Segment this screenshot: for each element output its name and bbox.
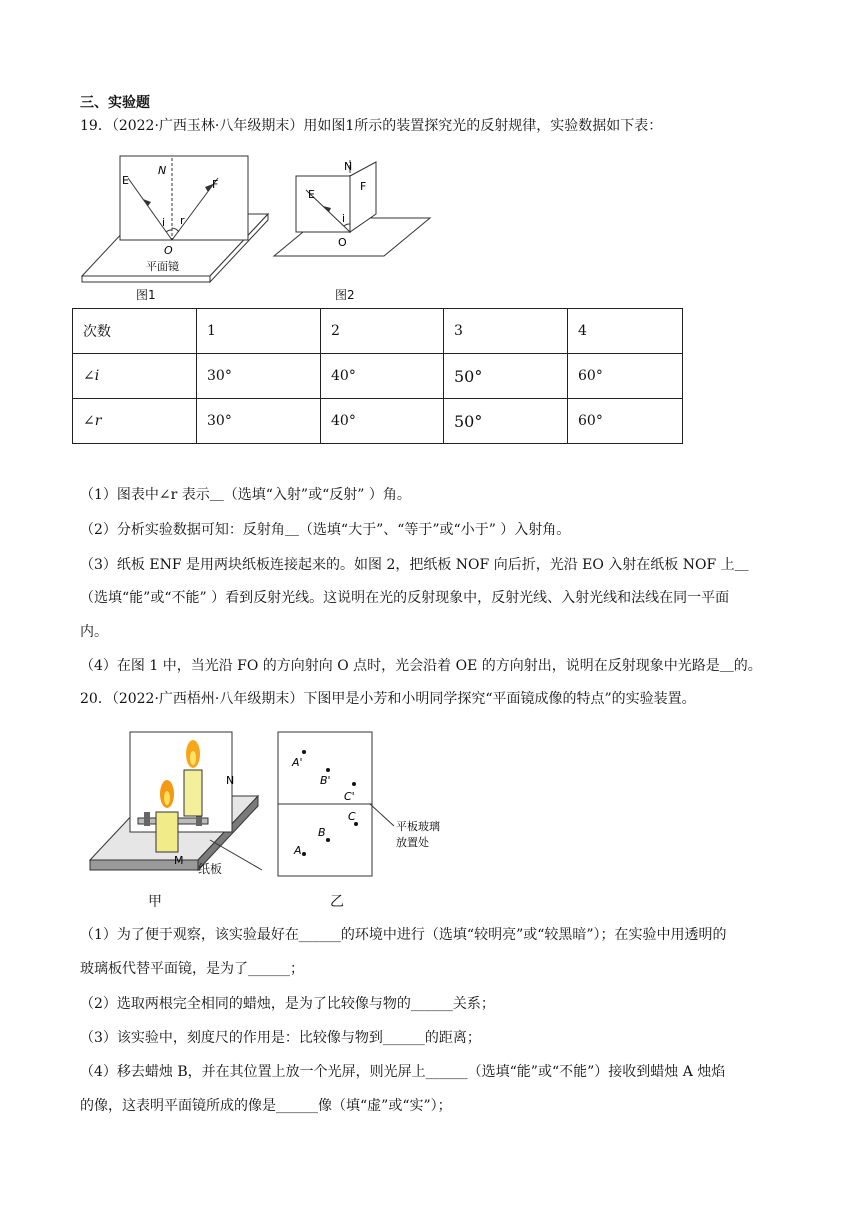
fig1-mirror-label: 平面镜 bbox=[146, 260, 179, 273]
q20-intro: 20．（2022·广西梧州·八年级期末）下图甲是小芳和小明同学探究“平面镜成像的特点”的实验装置。 bbox=[80, 691, 696, 707]
fig1-label-r: r bbox=[180, 214, 185, 227]
fig2-label-e: E bbox=[308, 188, 315, 201]
table-cell: 次数 bbox=[73, 309, 197, 354]
table-row bbox=[73, 354, 683, 399]
table-cell: 50° bbox=[444, 354, 568, 399]
table-cell: 1 bbox=[197, 309, 321, 354]
table-cell: 30° bbox=[197, 354, 321, 399]
q19-part1: （1）图表中∠r 表示＿（选填“入射”或“反射” ）角。 bbox=[80, 487, 411, 503]
jia-label-m: M bbox=[174, 854, 184, 867]
figure-jia bbox=[86, 728, 266, 888]
fig1-label-n: N bbox=[158, 164, 167, 177]
fig2-label-o: O bbox=[338, 236, 347, 249]
q19-part3-line1: （3）纸板 ENF 是用两块纸板连接起来的。如图 2，把纸板 NOF 向后折，光沿 EO 入射在纸板 NOF 上＿ bbox=[80, 557, 749, 573]
yi-label-b: B bbox=[318, 826, 326, 839]
fig1-label-i: i bbox=[162, 216, 166, 229]
fig2-label-i: i bbox=[342, 212, 346, 225]
table-cell: 60° bbox=[568, 354, 683, 399]
yi-label-c: C bbox=[348, 810, 356, 823]
q19-part3-line3: 内。 bbox=[80, 624, 108, 640]
figure-yi bbox=[276, 730, 460, 880]
table-cell: 2 bbox=[321, 309, 444, 354]
yi-caption: 乙 bbox=[330, 894, 344, 910]
table-cell: ∠r bbox=[73, 399, 197, 444]
table-cell: 50° bbox=[444, 399, 568, 444]
yi-label-c1: C' bbox=[344, 790, 355, 803]
q20-part4-line2: 的像，这表明平面镜所成的像是______像（填“虚”或“实”）； bbox=[80, 1098, 452, 1114]
q20-part1-line1: （1）为了便于观察，该实验最好在______的环境中进行（选填“较明亮”或“较黑暗”）；在实验中用透明的 bbox=[80, 927, 727, 943]
yi-label-a: A bbox=[294, 844, 302, 857]
table-cell: 4 bbox=[568, 309, 683, 354]
table-cell: 30° bbox=[197, 399, 321, 444]
table-cell: 40° bbox=[321, 399, 444, 444]
table-row bbox=[73, 309, 683, 354]
jia-caption: 甲 bbox=[148, 894, 162, 910]
yi-glass-label-1: 平板玻璃 bbox=[396, 820, 440, 833]
table-row bbox=[73, 399, 683, 444]
figure-1 bbox=[80, 152, 270, 302]
fig2-caption: 图2 bbox=[335, 288, 355, 302]
data-table bbox=[72, 308, 683, 444]
q19-part3-line2: （选填“能”或“不能” ）看到反射光线。这说明在光的反射现象中，反射光线、入射光线和法线在同一平面 bbox=[80, 590, 730, 606]
yi-label-a1: A' bbox=[292, 756, 303, 769]
q19-part4: （4）在图 1 中，当光沿 FO 的方向射向 O 点时，光会沿着 OE 的方向射出，说明在反射现象中光路是＿的。 bbox=[80, 658, 762, 674]
q20-part4-line1: （4）移去蜡烛 B，并在其位置上放一个光屏，则光屏上______（选填“能”或“不能”）接收到蜡烛 A 烛焰 bbox=[80, 1064, 726, 1080]
fig1-caption: 图1 bbox=[136, 288, 156, 302]
table-cell: 3 bbox=[444, 309, 568, 354]
table-cell: ∠i bbox=[73, 354, 197, 399]
fig1-label-f: F bbox=[212, 178, 219, 191]
q20-part1-line2: 玻璃板代替平面镜，是为了______； bbox=[80, 961, 304, 977]
yi-label-b1: B' bbox=[320, 774, 331, 787]
figure-2 bbox=[272, 152, 432, 292]
fig1-label-e: E bbox=[122, 174, 129, 187]
table-cell: 40° bbox=[321, 354, 444, 399]
table-cell: 60° bbox=[568, 399, 683, 444]
q19-intro: 19．（2022·广西玉林·八年级期末）用如图1所示的装置探究光的反射规律，实验数据如下表： bbox=[80, 118, 663, 134]
fig2-label-f: F bbox=[360, 180, 367, 193]
q20-part2: （2）选取两根完全相同的蜡烛，是为了比较像与物的______关系； bbox=[80, 996, 495, 1012]
fig1-label-o: O bbox=[164, 244, 173, 257]
yi-glass-label-2: 放置处 bbox=[396, 836, 429, 849]
section-title: 三、实验题 bbox=[80, 95, 150, 111]
q20-part3: （3）该实验中，刻度尺的作用是：比较像与物到______的距离； bbox=[80, 1030, 481, 1046]
jia-board-label: 纸板 bbox=[198, 862, 223, 876]
jia-label-n: N bbox=[226, 774, 235, 787]
fig2-label-n: N bbox=[344, 160, 353, 173]
q19-part2: （2）分析实验数据可知：反射角＿（选填“大于”、“等于”或“小于” ）入射角。 bbox=[80, 522, 571, 538]
